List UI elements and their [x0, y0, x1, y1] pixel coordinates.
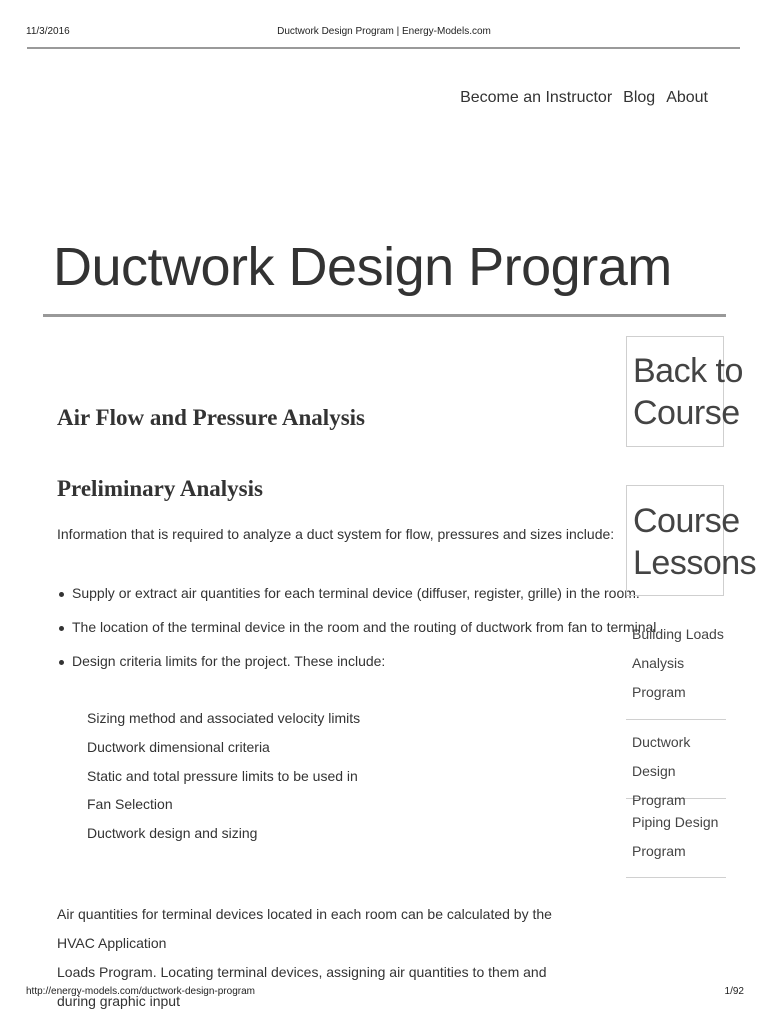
print-footer-url: http://energy-models.com/ductwork-design-program: [26, 986, 255, 997]
lesson-label-line: Building Loads: [632, 626, 724, 642]
lesson-label-line: Ductwork: [632, 734, 691, 750]
header-divider: [27, 47, 740, 49]
lesson-label-line: Program: [632, 843, 686, 859]
lesson-label-line: Analysis: [632, 655, 685, 671]
page-title: Ductwork Design Program: [53, 237, 672, 297]
back-button-line: Back to: [633, 352, 743, 390]
top-navigation: [460, 89, 708, 107]
course-lessons-heading: [626, 485, 757, 596]
lessons-heading-line: Lessons: [633, 544, 757, 582]
criteria-item: Ductwork dimensional criteria: [87, 738, 270, 755]
intro-paragraph: Information that is required to analyze a duct system for flow, pressures and sizes include:: [57, 526, 615, 542]
criteria-item: Ductwork design and sizing: [87, 825, 258, 841]
lesson-label-line: Piping Design: [632, 814, 719, 830]
back-button-line: Course: [633, 394, 740, 432]
section-heading: Air Flow and Pressure Analysis: [57, 405, 365, 430]
lesson-link-building-loads[interactable]: [626, 620, 726, 720]
closing-line: Air quantities for terminal devices located in each room can be calculated by the HVAC Application: [57, 906, 552, 951]
requirements-list: [57, 585, 656, 687]
lesson-link-ductwork-design[interactable]: [626, 728, 726, 808]
closing-paragraph: [57, 900, 577, 1016]
title-divider: [43, 314, 726, 317]
list-item: The location of the terminal device in the room and the routing of ductwork from fan to terminal: [57, 619, 656, 653]
criteria-item: Sizing method and associated velocity limits: [87, 710, 361, 726]
print-date: 11/3/2016: [26, 26, 70, 37]
list-item: Supply or extract air quantities for each terminal device (diffuser, register, grille) in the room.: [57, 585, 656, 619]
closing-line: Loads Program. Locating terminal devices, assigning air quantities to them and during graphic input: [57, 964, 547, 1009]
back-to-course-button[interactable]: [626, 336, 743, 447]
design-criteria-list: [87, 710, 360, 854]
nav-blog-link[interactable]: Blog: [623, 89, 656, 106]
lesson-link-piping-design[interactable]: [626, 808, 726, 878]
sub-heading: Preliminary Analysis: [57, 476, 263, 501]
criteria-item: Static and total pressure limits to be used in: [87, 767, 358, 784]
print-header-title: Ductwork Design Program | Energy-Models.com: [277, 26, 491, 37]
print-page-number: 1/92: [724, 986, 744, 997]
lesson-label-line: Design Program: [632, 763, 686, 808]
lesson-label-line: Program: [632, 684, 686, 700]
criteria-item: Fan Selection: [87, 796, 173, 813]
nav-become-instructor-link[interactable]: Become an Instructor: [460, 89, 613, 106]
lessons-heading-line: Course: [633, 502, 740, 540]
list-item: Design criteria limits for the project. These include:: [57, 653, 656, 687]
nav-about-link[interactable]: About: [666, 89, 708, 106]
